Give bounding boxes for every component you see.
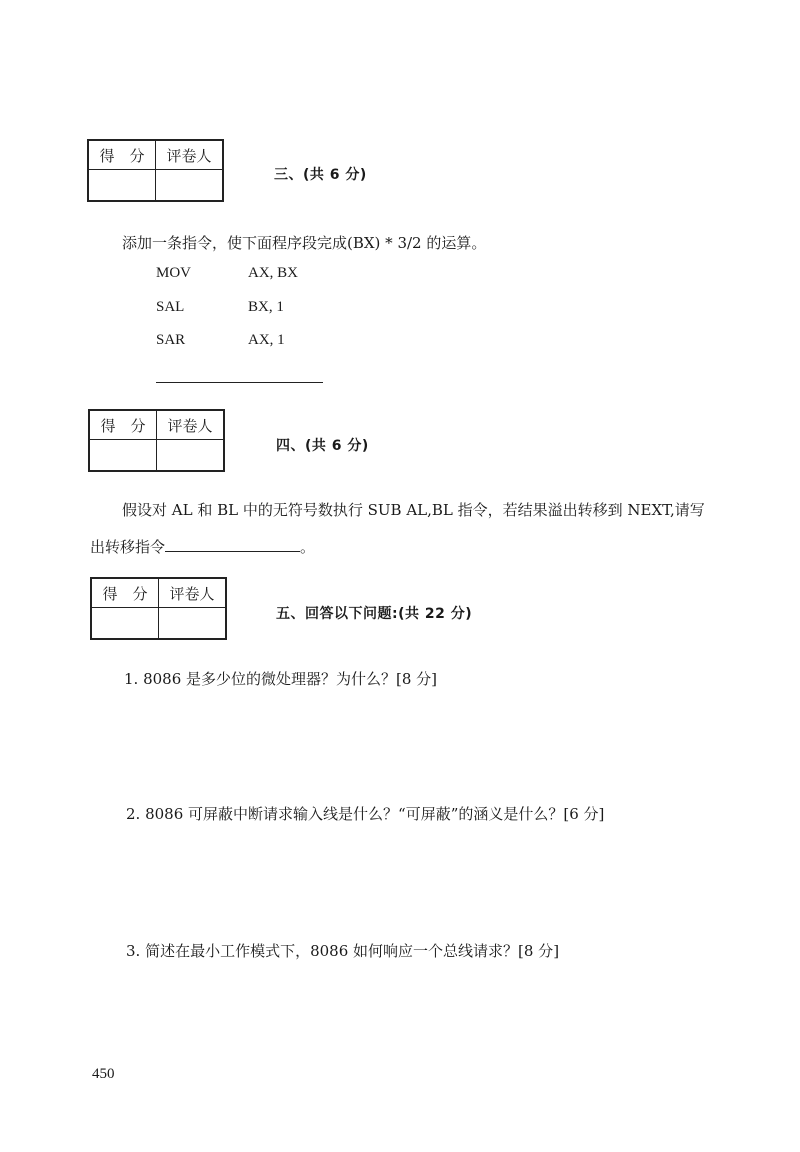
score-header: 得 分 <box>88 140 156 170</box>
grader-header: 评卷人 <box>157 410 225 440</box>
code-args: BX, 1 <box>248 299 284 315</box>
code-args: AX, BX <box>248 265 299 281</box>
question-2: 2. 8086 可屏蔽中断请求输入线是什么？“可屏蔽”的涵义是什么？[6 分] <box>126 805 605 823</box>
score-cell[interactable] <box>91 608 159 640</box>
grader-cell[interactable] <box>156 170 224 202</box>
section-5-title: 五、回答以下问题:(共 22 分) <box>276 606 473 622</box>
score-table-5 <box>90 577 227 640</box>
answer-blank-inline[interactable] <box>165 537 300 552</box>
answer-blank-line[interactable] <box>156 382 323 383</box>
grader-header: 评卷人 <box>156 140 224 170</box>
code-op: SAL <box>156 299 185 315</box>
score-header: 得 分 <box>89 410 157 440</box>
section-4-prompt: 假设对 AL 和 BL 中的无符号数执行 SUB AL,BL 指令，若结果溢出转移到 NEXT,请写 <box>122 501 705 519</box>
score-cell[interactable] <box>88 170 156 202</box>
grader-cell[interactable] <box>159 608 227 640</box>
score-cell[interactable] <box>89 440 157 472</box>
page-number: 450 <box>92 1066 115 1082</box>
code-args: AX, 1 <box>248 332 285 348</box>
code-op: SAR <box>156 332 186 348</box>
code-op: MOV <box>156 265 192 281</box>
grader-cell[interactable] <box>157 440 225 472</box>
code-line <box>156 332 285 349</box>
prompt-text: 出转移指令 <box>90 538 166 556</box>
score-header: 得 分 <box>91 578 159 608</box>
section-4-prompt-cont <box>90 536 315 557</box>
section-3-prompt: 添加一条指令，使下面程序段完成(BX) * 3/2 的运算。 <box>122 234 487 252</box>
section-3-title: 三、(共 6 分) <box>274 167 367 183</box>
prompt-end: 。 <box>300 538 316 556</box>
code-line <box>156 299 284 316</box>
question-1: 1. 8086 是多少位的微处理器？为什么？[8 分] <box>124 670 438 688</box>
grader-header: 评卷人 <box>159 578 227 608</box>
score-table-4 <box>88 409 225 472</box>
question-3: 3. 简述在最小工作模式下，8086 如何响应一个总线请求？[8 分] <box>126 942 560 960</box>
score-table-3 <box>87 139 224 202</box>
code-line <box>156 265 298 282</box>
section-4-title: 四、(共 6 分) <box>276 438 369 454</box>
